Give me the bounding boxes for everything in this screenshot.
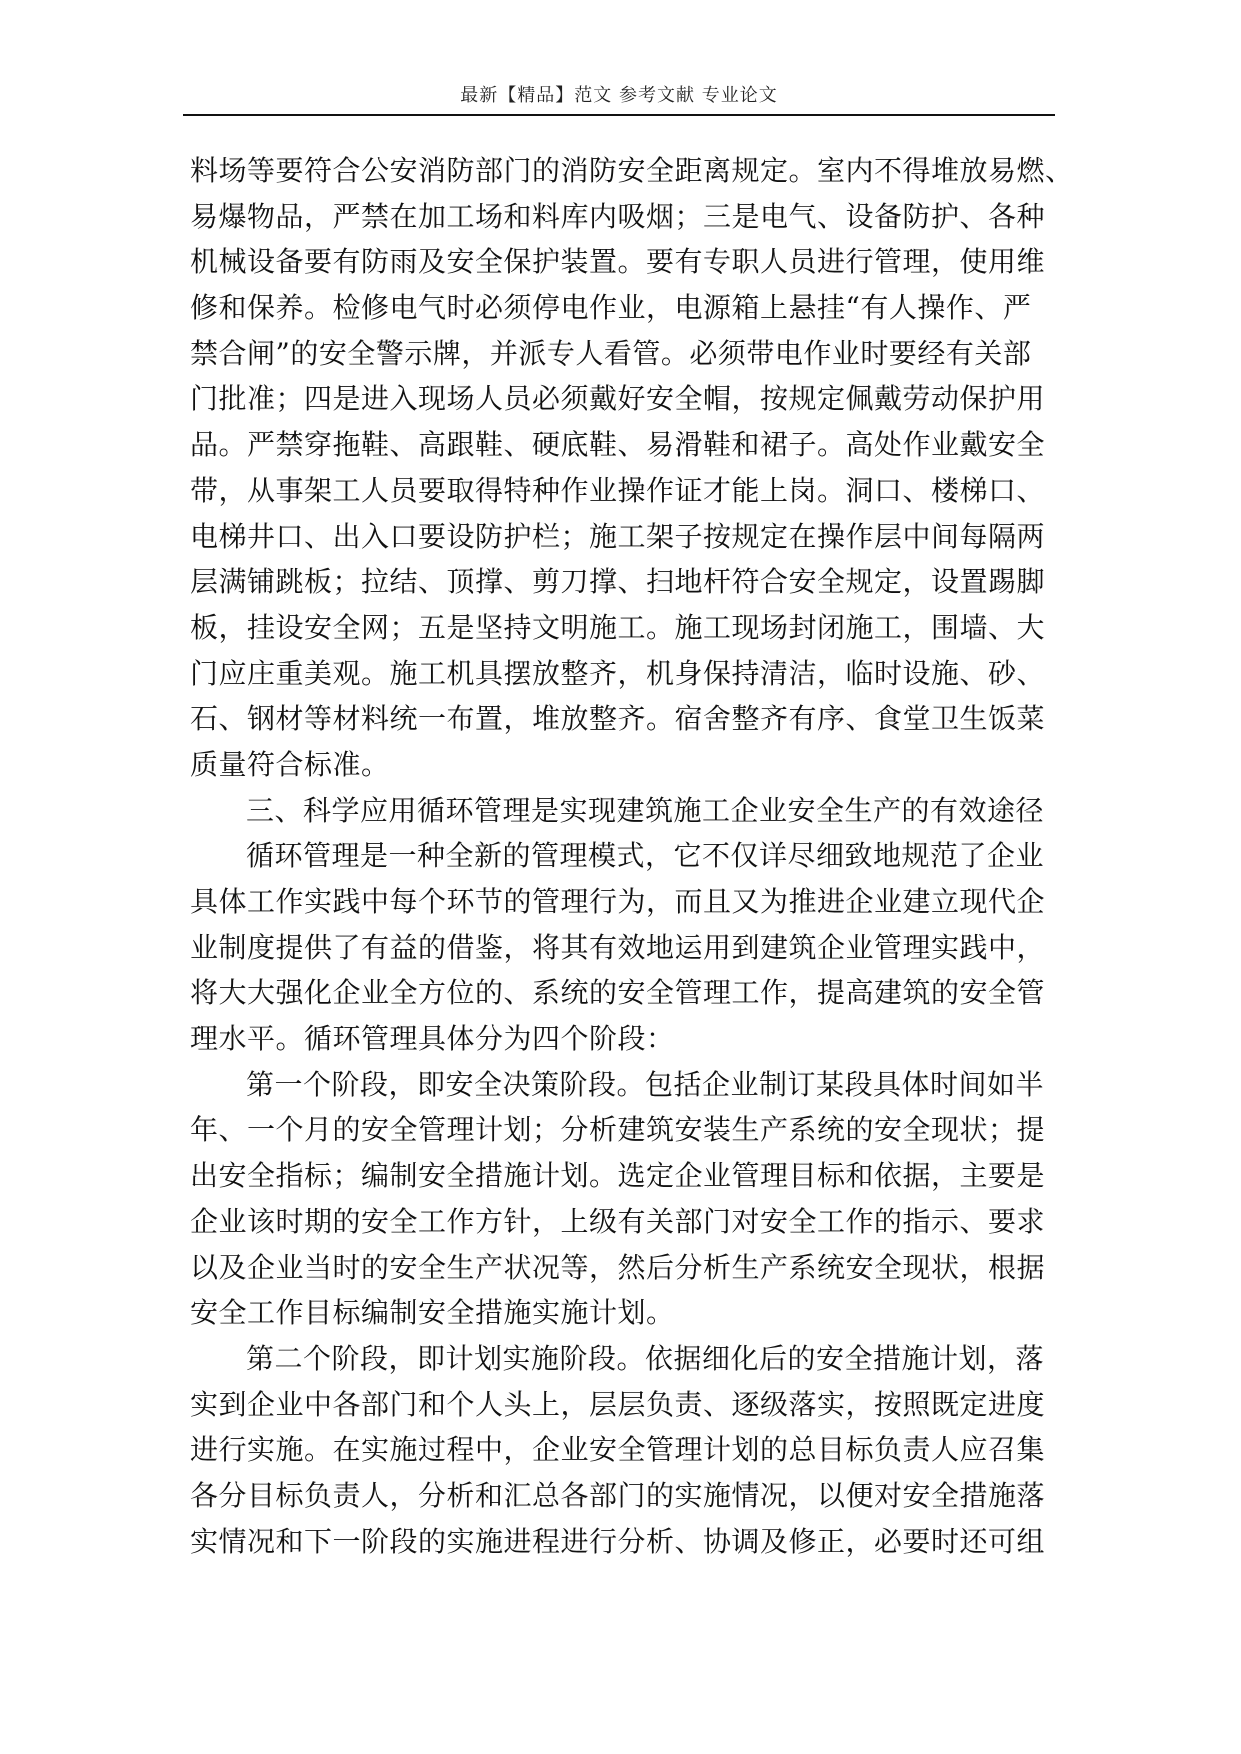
body-line: 门批准；四是进入现场人员必须戴好安全帽，按规定佩戴劳动保护用 <box>190 382 1046 416</box>
body-line: 理水平。循环管理具体分为四个阶段： <box>190 1022 675 1056</box>
body-line: 修和保养。检修电气时必须停电作业，电源箱上悬挂“有人操作、严 <box>190 291 1032 325</box>
body-line: 安全工作目标编制安全措施实施计划。 <box>190 1296 675 1330</box>
document-body <box>190 148 1074 1564</box>
body-line: 料场等要符合公安消防部门的消防安全距离规定。室内不得堆放易燃、 <box>190 154 1074 187</box>
body-line: 石、钢材等材料统一布置，堆放整齐。宿舍整齐有序、食堂卫生饭菜 <box>190 702 1046 736</box>
body-line: 层满铺跳板；拉结、顶撑、剪刀撑、扫地杆符合安全规定，设置踢脚 <box>190 565 1046 599</box>
body-line: 年、一个月的安全管理计划；分析建筑安装生产系统的安全现状；提 <box>190 1113 1046 1147</box>
body-line: 第一个阶段，即安全决策阶段。包括企业制订某段具体时间如半 <box>246 1067 1045 1101</box>
body-line: 品。严禁穿拖鞋、高跟鞋、硬底鞋、易滑鞋和裙子。高处作业戴安全 <box>190 428 1046 462</box>
body-line: 将大大强化企业全方位的、系统的安全管理工作，提高建筑的安全管 <box>190 976 1046 1010</box>
body-line: 以及企业当时的安全生产状况等，然后分析生产系统安全现状，根据 <box>190 1250 1046 1284</box>
section-heading: 三、科学应用循环管理是实现建筑施工企业安全生产的有效途径 <box>246 793 1045 827</box>
body-line: 禁合闸”的安全警示牌，并派专人看管。必须带电作业时要经有关部 <box>190 336 1032 370</box>
body-line: 循环管理是一种全新的管理模式，它不仅详尽细致地规范了企业 <box>246 839 1045 873</box>
page-header: 最新【精品】范文 参考文献 专业论文 <box>460 85 778 106</box>
body-line: 企业该时期的安全工作方针，上级有关部门对安全工作的指示、要求 <box>190 1204 1046 1238</box>
body-line: 质量符合标准。 <box>190 747 390 781</box>
body-line: 实到企业中各部门和个人头上，层层负责、逐级落实，按照既定进度 <box>190 1387 1046 1421</box>
body-line: 机械设备要有防雨及安全保护装置。要有专职人员进行管理，使用维 <box>190 245 1046 279</box>
body-line: 第二个阶段，即计划实施阶段。依据细化后的安全措施计划，落 <box>246 1341 1045 1375</box>
body-line: 出安全指标；编制安全措施计划。选定企业管理目标和依据，主要是 <box>190 1159 1046 1193</box>
body-line: 具体工作实践中每个环节的管理行为，而且又为推进企业建立现代企 <box>190 885 1046 918</box>
body-line: 各分目标负责人，分析和汇总各部门的实施情况，以便对安全措施落 <box>190 1478 1046 1512</box>
body-line: 门应庄重美观。施工机具摆放整齐，机身保持清洁，临时设施、砂、 <box>190 656 1046 690</box>
body-line: 板，挂设安全网；五是坚持文明施工。施工现场封闭施工，围墙、大 <box>190 610 1046 644</box>
body-line: 易爆物品，严禁在加工场和料库内吸烟；三是电气、设备防护、各种 <box>190 199 1046 233</box>
body-line: 实情况和下一阶段的实施进程进行分析、协调及修正，必要时还可组 <box>190 1524 1046 1558</box>
body-line: 电梯井口、出入口要设防护栏；施工架子按规定在操作层中间每隔两 <box>190 519 1046 553</box>
body-line: 进行实施。在实施过程中，企业安全管理计划的总目标负责人应召集 <box>190 1433 1046 1467</box>
body-line: 业制度提供了有益的借鉴，将其有效地运用到建筑企业管理实践中， <box>190 930 1046 964</box>
header-divider <box>183 114 1055 116</box>
body-line: 带，从事架工人员要取得特种作业操作证才能上岗。洞口、楼梯口、 <box>190 473 1046 507</box>
